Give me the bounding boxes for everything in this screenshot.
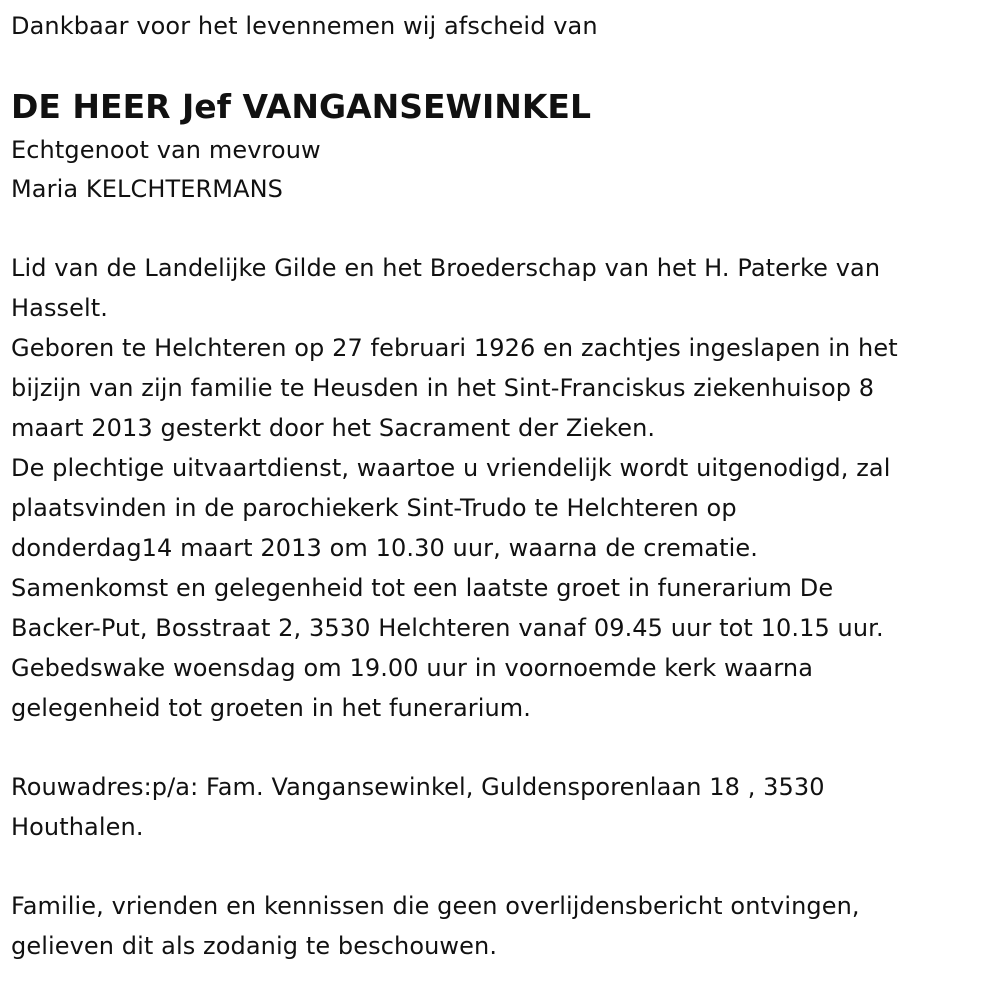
closing-line: Familie, vrienden en kennissen die geen overlijdensbericht ontvingen, [11, 892, 860, 920]
spouse-line: Maria KELCHTERMANS [11, 175, 283, 203]
address-line: Rouwadres:p/a: Fam. Vangansewinkel, Guldensporenlaan 18 , 3530 [11, 773, 825, 801]
intro-text: Dankbaar voor het levennemen wij afscheid van [11, 12, 598, 40]
closing-line: gelieven dit als zodanig te beschouwen. [11, 932, 498, 960]
spouse-line: Echtgenoot van mevrouw [11, 136, 321, 164]
body-line: Geboren te Helchteren op 27 februari 1926 en zachtjes ingeslapen in het [11, 334, 898, 362]
body-line: Backer-Put, Bosstraat 2, 3530 Helchteren vanaf 09.45 uur tot 10.15 uur. [11, 614, 884, 642]
death-notice [11, 6, 986, 966]
closing-note [11, 886, 986, 966]
body-line: Gebedswake woensdag om 19.00 uur in voornoemde kerk waarna [11, 654, 814, 682]
body-line: Hasselt. [11, 294, 109, 322]
body-line: plaatsvinden in de parochiekerk Sint-Trudo te Helchteren op [11, 494, 737, 522]
body-line: bijzijn van zijn familie te Heusden in het Sint-Franciskus ziekenhuisop 8 [11, 374, 875, 402]
deceased-name: DE HEER Jef VANGANSEWINKEL [11, 87, 591, 126]
body-line: donderdag14 maart 2013 om 10.30 uur, waarna de crematie. [11, 534, 759, 562]
spouse-block [11, 131, 986, 209]
body-line: De plechtige uitvaartdienst, waartoe u vriendelijk wordt uitgenodigd, zal [11, 454, 891, 482]
body-line: Samenkomst en gelegenheid tot een laatste groet in funerarium De [11, 574, 834, 602]
body-line: gelegenheid tot groeten in het funerarium. [11, 694, 532, 722]
notice-body [11, 248, 986, 728]
mourning-address [11, 767, 986, 847]
body-line: maart 2013 gesterkt door het Sacrament der Zieken. [11, 414, 656, 442]
address-line: Houthalen. [11, 813, 144, 841]
body-line: Lid van de Landelijke Gilde en het Broederschap van het H. Paterke van [11, 254, 881, 282]
